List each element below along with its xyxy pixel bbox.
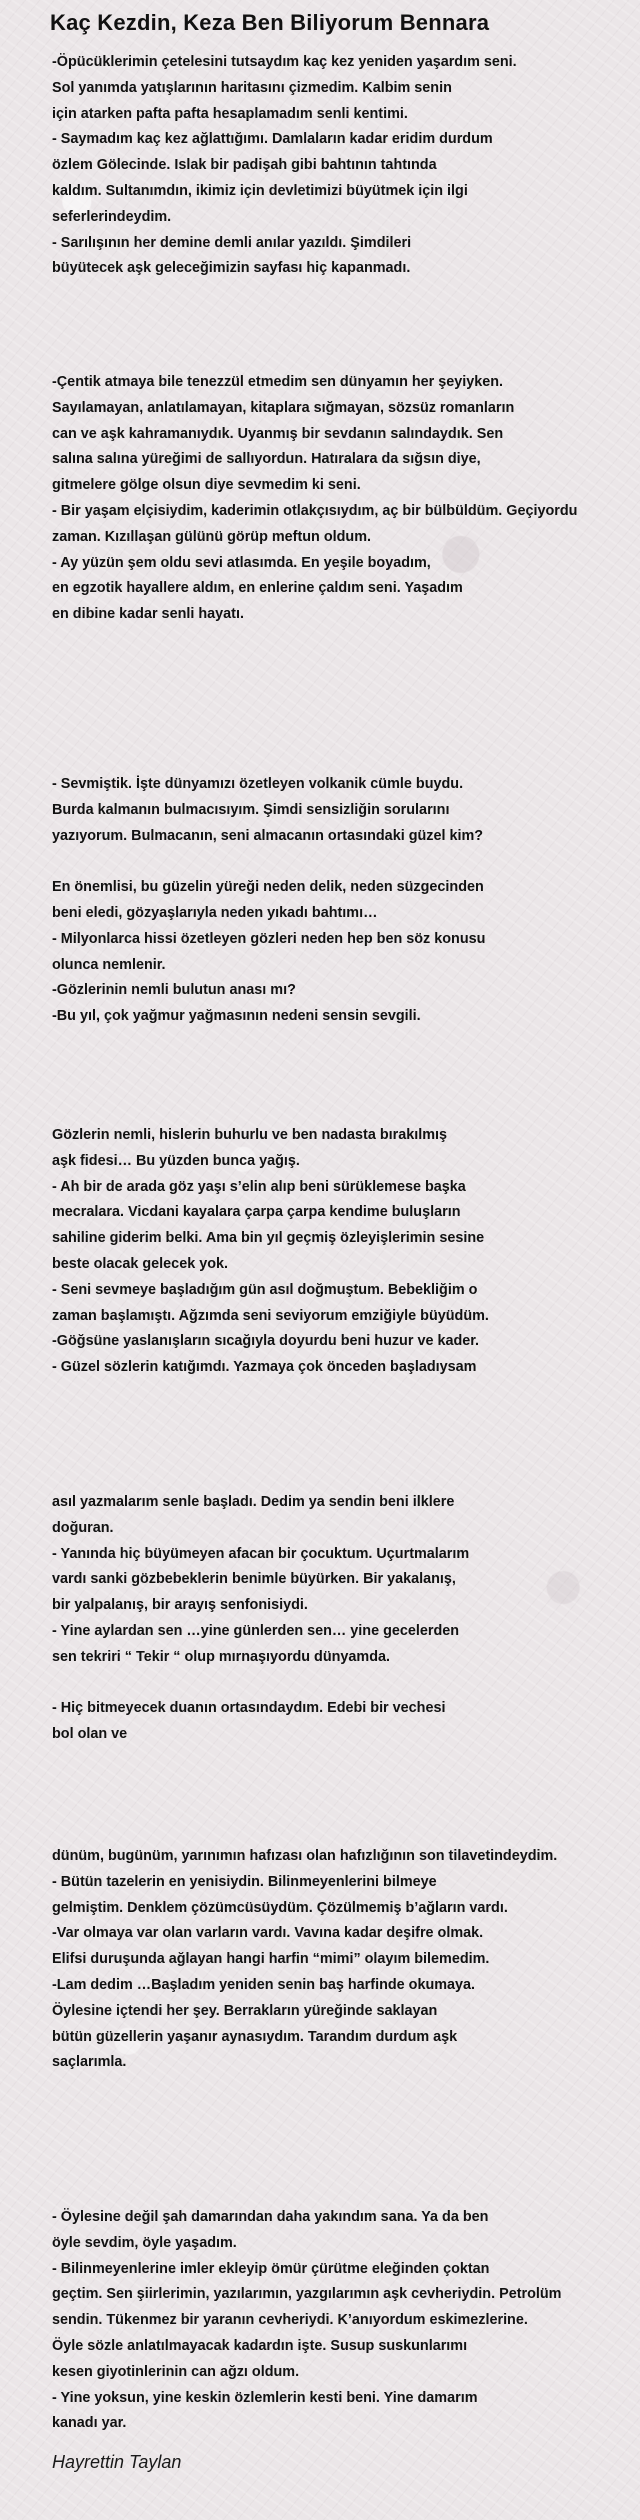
poem-line: bütün güzellerin yaşanır aynasıydım. Tarandım durdum aşk <box>52 2028 458 2045</box>
stanza <box>52 2205 640 2437</box>
poem-line: sahiline giderim belki. Ama bin yıl geçmiş özleyişlerimin sesine <box>52 1230 485 1247</box>
poem-line: - Bir yaşam elçisiydim, kaderimin otlakçısıydım, aç bir bülbüldüm. Geçiyordu <box>52 502 578 519</box>
poem-line: beni eledi, gözyaşlarıyla neden yıkadı bahtımı… <box>52 904 378 921</box>
poem-line: olunca nemlenir. <box>52 956 166 973</box>
poem-line: zaman. Kızıllaşan gülünü görüp meftun oldum. <box>52 528 371 545</box>
poem-line: vardı sanki gözbebeklerin benimle büyürken. Bir yakalanış, <box>52 1571 456 1588</box>
poem-line: Gözlerin nemli, hislerin buhurlu ve ben nadasta bırakılmış <box>52 1127 448 1143</box>
stanza <box>52 772 640 1030</box>
poem-line: - Bütün tazelerin en yenisiydin. Bilinmeyenlerini bilmeye <box>52 1873 437 1890</box>
poem-line: -Öpücüklerimin çetelesini tutsaydım kaç kez yeniden yaşardım seni. <box>52 54 517 70</box>
poem-line: yazıyorum. Bulmacanın, seni almacanın ortasındaki güzel kim? <box>52 827 484 844</box>
poem-line: geçtim. Sen şiirlerimin, yazılarımın, yazgılarımın aşk cevheriydin. Petrolüm <box>52 2286 562 2303</box>
poem-line: özlem Gölecinde. Islak bir padişah gibi bahtının tahtında <box>52 157 437 174</box>
poem-line: -Göğsüne yaslanışların sıcağıyla doyurdu beni huzur ve kader. <box>52 1333 480 1350</box>
poem-line: beste olacak gelecek yok. <box>52 1255 228 1272</box>
stanza <box>52 50 640 282</box>
poem-line: - Yanında hiç büyümeyen afacan bir çocuktum. Uçurtmalarım <box>52 1545 470 1562</box>
poem-line: Sol yanımda yatışlarının haritasını çizmedim. Kalbim senin <box>52 79 452 96</box>
poem-line: en egzotik hayallere aldım, en enlerine çaldım seni. Yaşadım <box>52 580 463 597</box>
poem-line: - Ah bir de arada göz yaşı s’elin alıp beni sürüklemese başka <box>52 1178 466 1195</box>
poem-line: - Hiç bitmeyecek duanın ortasındaydım. Edebi bir vechesi <box>52 1700 446 1717</box>
poem-line: büyütecek aşk geleceğimizin sayfası hiç kapanmadı. <box>52 260 411 277</box>
poem-line: saçlarımla. <box>52 2054 127 2071</box>
poem-line: Burda kalmanın bulmacısıyım. Şimdi sensizliğin sorularını <box>52 801 450 818</box>
poem-line: sen tekriri “ Tekir “ olup mırnaşıyordu dünyamda. <box>52 1648 390 1665</box>
poem-line: asıl yazmalarım senle başladı. Dedim ya sendin beni ilklere <box>52 1494 455 1510</box>
poem-line: - Yine aylardan sen …yine günlerden sen… yine gecelerden <box>52 1622 460 1639</box>
poem-line: - Sarılışının her demine demli anılar yazıldı. Şimdileri <box>52 234 412 251</box>
poem-line: - Saymadım kaç kez ağlattığımı. Damlaların kadar eridim durdum <box>52 131 493 148</box>
stanza <box>52 1490 640 1748</box>
poem-line: kesen giyotinlerinin can ağzı oldum. <box>52 2363 300 2380</box>
stanza <box>52 1123 640 1381</box>
poem-line: can ve aşk kahramanıydık. Uyanmış bir sevdanın salındaydık. Sen <box>52 425 504 442</box>
poem-line: seferlerindeydim. <box>52 208 172 225</box>
poem-line: -Bu yıl, çok yağmur yağmasının nedeni sensin sevgili. <box>52 1008 421 1025</box>
poem-line: Öyle sözle anlatılmayacak kadardın işte. Susup suskunlarımı <box>52 2337 468 2354</box>
poem-line: gitmelere gölge olsun diye sevmedim ki seni. <box>52 477 361 494</box>
poem-line: doğuran. <box>52 1519 114 1536</box>
poem-line: kanadı yar. <box>52 2415 127 2432</box>
poem-line: en dibine kadar senli hayatı. <box>52 606 244 623</box>
poem-line: Sayılamayan, anlatılamayan, kitaplara sığmayan, sözsüz romanların <box>52 399 515 416</box>
blank-line <box>52 1671 640 1697</box>
poem-line: bol olan ve <box>52 1726 128 1743</box>
poem-line: - Sevmiştik. İşte dünyamızı özetleyen volkanik cümle buydu. <box>52 776 464 792</box>
poem-line: Öylesine içtendi her şey. Berrakların yüreğinde saklayan <box>52 2002 438 2019</box>
poem-line: salına salına yüreğimi de sallıyordun. Hatıralara da sığsın diye, <box>52 451 481 468</box>
poem-line: - Bilinmeyenlerine imler ekleyip ömür çürütme eleğinden çoktan <box>52 2260 490 2277</box>
poem-line: -Çentik atmaya bile tenezzül etmedim sen dünyamın her şeyiyken. <box>52 374 504 390</box>
poem-title: Kaç Kezdin, Keza Ben Biliyorum Bennara <box>50 10 490 35</box>
poem-line: -Lam dedim …Başladım yeniden senin baş harfinde okumaya. <box>52 1976 476 1993</box>
stanza <box>52 370 640 628</box>
poem-line: bir yalpalanış, bir arayış senfonisiydi. <box>52 1597 308 1614</box>
poem-line: gelmiştim. Denklem çözümcüsüydüm. Çözülmemiş b’ağların vardı. <box>52 1899 508 1916</box>
poem-line: dünüm, bugünüm, yarınımın hafızası olan hafızlığının son tilavetindeydim. <box>52 1848 558 1864</box>
poem-line: En önemlisi, bu güzelin yüreği neden delik, neden süzgecinden <box>52 879 484 896</box>
poem-line: kaldım. Sultanımdın, ikimiz için devletimizi büyütmek için ilgi <box>52 182 468 199</box>
poem-line: Elifsi duruşunda ağlayan hangi harfin “mimi” olayım bilemedim. <box>52 1951 490 1968</box>
poem-line: - Seni sevmeye başladığım gün asıl doğmuştum. Bebekliğim o <box>52 1281 478 1298</box>
poem-line: -Var olmaya var olan varların vardı. Vavına kadar deşifre olmak. <box>52 1925 484 1942</box>
poem-line: mecralara. Vicdani kayalara çarpa çarpa kendime buluşların <box>52 1204 461 1221</box>
author-signature: Hayrettin Taylan <box>52 2452 182 2472</box>
poem-line: için atarken pafta pafta hesaplamadım senli kentimi. <box>52 105 408 122</box>
blank-line <box>52 849 640 875</box>
poem-line: öyle sevdim, öyle yaşadım. <box>52 2234 237 2251</box>
poem-line: aşk fidesi… Bu yüzden bunca yağış. <box>52 1152 300 1169</box>
poem-line: - Ay yüzün şem oldu sevi atlasımda. En yeşile boyadım, <box>52 554 431 571</box>
poem-line: zaman başlamıştı. Ağzımda seni seviyorum emziğiyle büyüdüm. <box>52 1307 489 1324</box>
stanza <box>52 1844 640 2076</box>
poem-line: sendin. Tükenmez bir yaranın cevheriydi. K’anıyordum eskimezlerine. <box>52 2312 528 2329</box>
poem-line: - Güzel sözlerin katığımdı. Yazmaya çok önceden başladıysam <box>52 1359 477 1376</box>
poem-line: - Öylesine değil şah damarından daha yakındım sana. Ya da ben <box>52 2209 489 2225</box>
poem-line: - Milyonlarca hissi özetleyen gözleri neden hep ben söz konusu <box>52 930 486 947</box>
poem-line: - Yine yoksun, yine keskin özlemlerin kesti beni. Yine damarım <box>52 2389 478 2406</box>
poem-line: -Gözlerinin nemli bulutun anası mı? <box>52 982 296 999</box>
